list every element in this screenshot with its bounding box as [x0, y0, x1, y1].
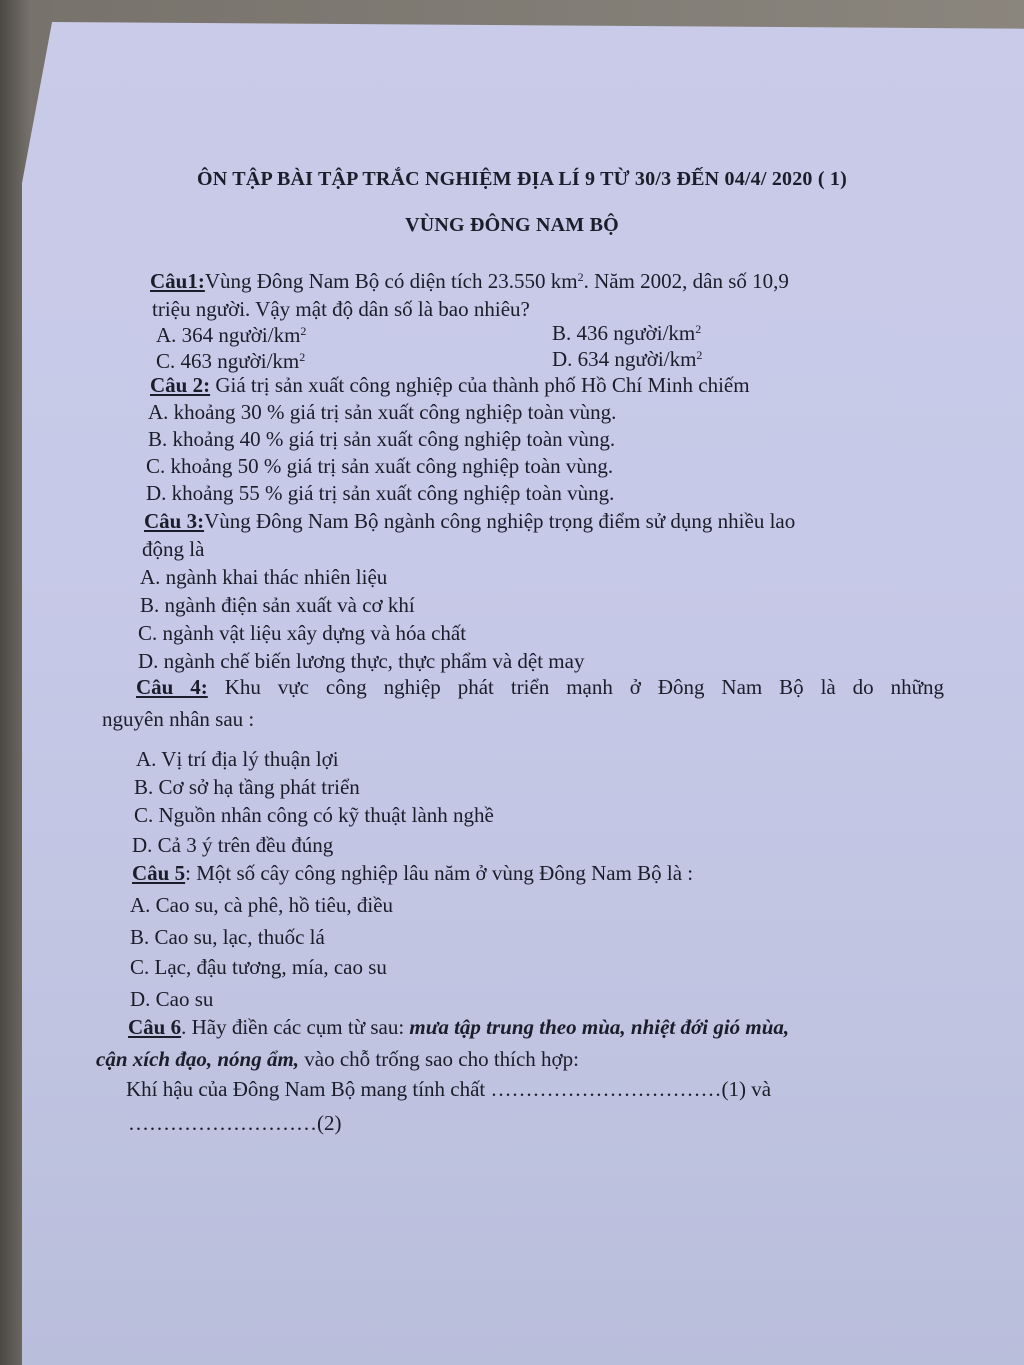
document-title: ÔN TẬP BÀI TẬP TRẮC NGHIỆM ĐỊA LÍ 9 TỪ 30/3 ĐẾN 04/4/ 2020 ( 1) [197, 168, 847, 190]
option-1d: D. 634 người/$km^2$ [552, 347, 703, 371]
question-6-phrases-b: cận xích đạo, nóng ẩm, [96, 1047, 300, 1071]
question-2-label: Câu 2: [150, 373, 211, 397]
option-4b: B. Cơ sở hạ tầng phát triển [134, 775, 360, 799]
option-2b: B. khoảng 40 % giá trị sản xuất công nghiệp toàn vùng. [148, 427, 616, 451]
option-1b: B. 436 người/$km^2$ [552, 321, 702, 345]
question-1-label: Câu1: [150, 269, 205, 293]
question-2-text: Giá trị sản xuất công nghiệp của thành phố Hồ Chí Minh chiếm [210, 373, 750, 397]
question-3-text: Vùng Đông Nam Bộ ngành công nghiệp trọng điểm sử dụng nhiều lao [204, 509, 796, 533]
question-5 [132, 860, 693, 886]
question-2 [150, 372, 750, 398]
question-6-fill-1: Khí hậu của Đông Nam Bộ mang tính chất ……………………………(1) và [126, 1077, 772, 1101]
option-5b: B. Cao su, lạc, thuốc lá [130, 925, 325, 949]
option-3d: D. ngành chế biến lương thực, thực phẩm và dệt may [138, 649, 585, 673]
question-6-phrases-a: mưa tập trung theo mùa, nhiệt đới gió mùa, [409, 1015, 790, 1039]
option-5c: C. Lạc, đậu tương, mía, cao su [130, 955, 387, 979]
question-1-text-c: triệu người. Vậy mật độ dân số là bao nhiêu? [152, 297, 530, 321]
question-6-line-2 [96, 1046, 579, 1072]
option-1c: C. 463 người/$km^2$ [156, 349, 306, 373]
question-4-text-cont: nguyên nhân sau : [102, 707, 255, 731]
question-6-text-a: . Hãy điền các cụm từ sau: [181, 1015, 410, 1039]
option-4a: A. Vị trí địa lý thuận lợi [136, 747, 339, 771]
option-1a: A. 364 người/$km^2$ [156, 323, 307, 347]
option-3b: B. ngành điện sản xuất và cơ khí [140, 593, 415, 617]
question-3-label: Câu 3: [144, 509, 205, 533]
question-1 [150, 268, 789, 294]
question-1-text-b: . Năm 2002, dân số 10,9 [583, 269, 789, 293]
document-subtitle: VÙNG ĐÔNG NAM BỘ [405, 214, 619, 236]
option-3a: A. ngành khai thác nhiên liệu [140, 565, 388, 589]
option-2c: C. khoảng 50 % giá trị sản xuất công nghiệp toàn vùng. [146, 454, 614, 478]
option-4d: D. Cả 3 ý trên đều đúng [132, 833, 334, 857]
question-3-text-cont: động là [142, 537, 205, 561]
option-4c: C. Nguồn nhân công có kỹ thuật lành nghề [134, 803, 494, 827]
option-3c: C. ngành vật liệu xây dựng và hóa chất [138, 621, 467, 645]
option-2d: D. khoảng 55 % giá trị sản xuất công nghiệp toàn vùng. [146, 481, 615, 505]
question-6-fill-2: ………………………(2) [128, 1111, 342, 1135]
question-4-text: Khu vực công nghiệp phát triển mạnh ở Đông Nam Bộ là do những [207, 675, 944, 699]
question-4 [136, 674, 944, 700]
option-2a: A. khoảng 30 % giá trị sản xuất công nghiệp toàn vùng. [148, 400, 617, 424]
question-6-text-b: vào chỗ trống sao cho thích hợp: [299, 1047, 579, 1071]
question-5-text: : Một số cây công nghiệp lâu năm ở vùng Đông Nam Bộ là : [185, 861, 694, 885]
option-5d: D. Cao su [130, 987, 214, 1011]
question-6 [128, 1014, 789, 1040]
option-5a: A. Cao su, cà phê, hồ tiêu, điều [130, 893, 394, 917]
question-1-text-a: Vùng Đông Nam Bộ có diện tích 23.550 km [204, 269, 578, 293]
question-6-label: Câu 6 [128, 1015, 182, 1039]
question-3 [144, 508, 795, 534]
question-1-sup: 2 [577, 270, 584, 284]
question-5-label: Câu 5 [132, 861, 186, 885]
question-4-label: Câu 4: [136, 675, 208, 699]
